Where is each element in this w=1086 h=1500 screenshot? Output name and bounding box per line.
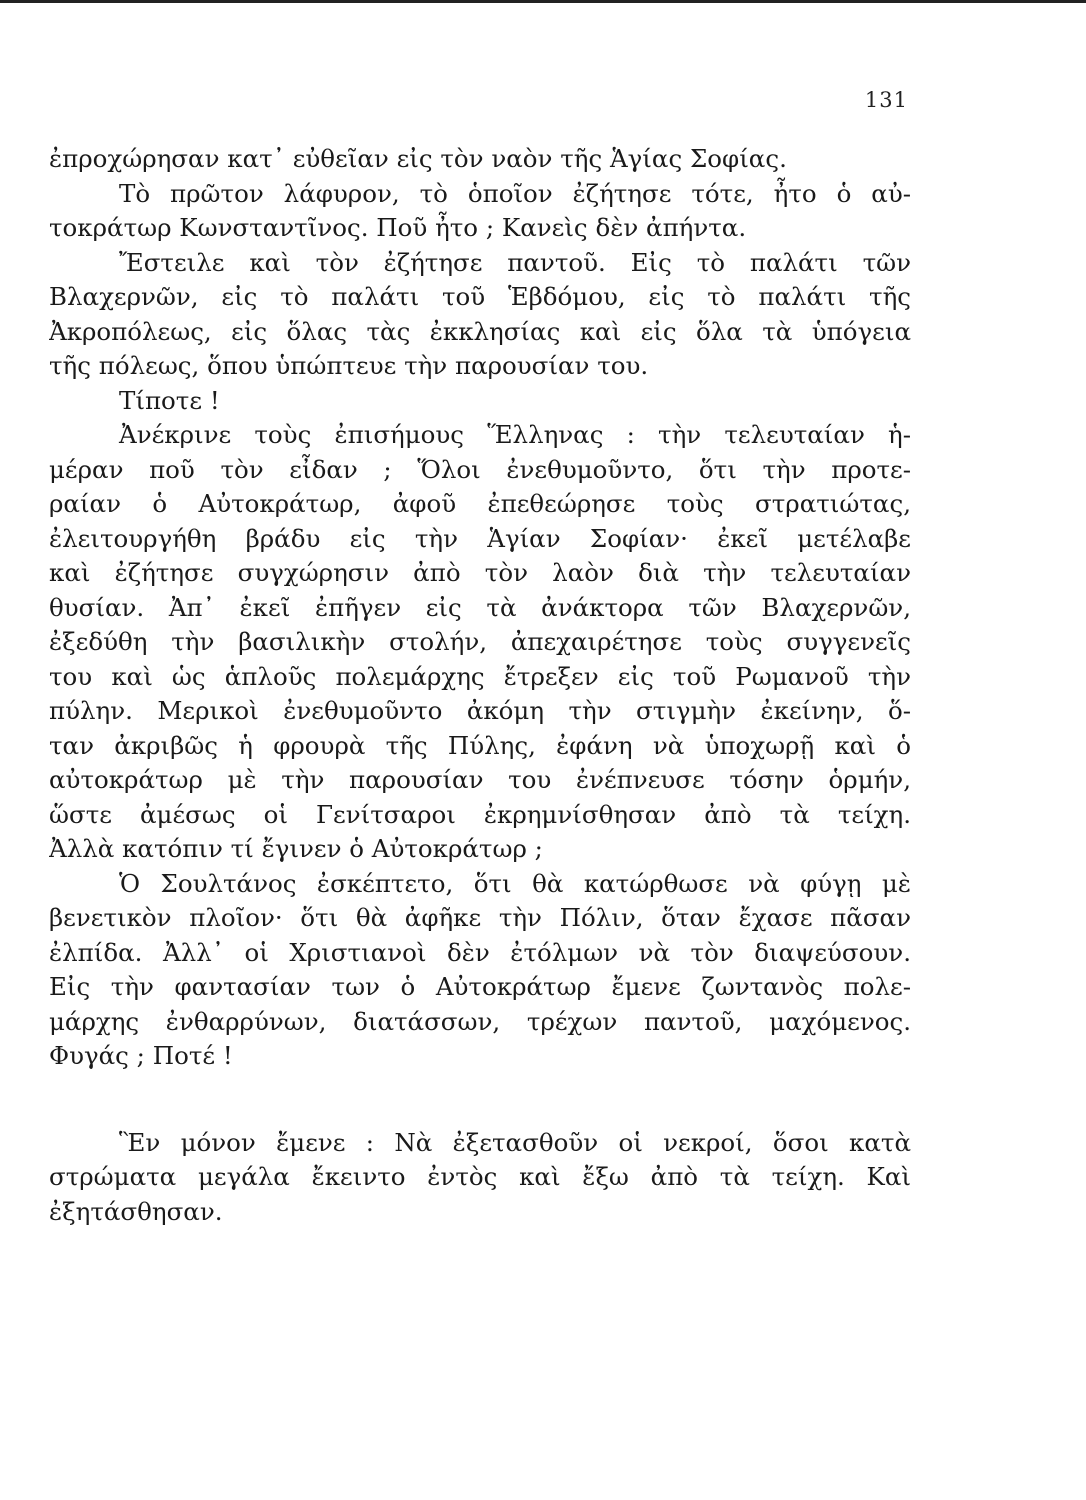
text-line: ταν ἀκριβῶς ἡ φρουρὰ τῆς Πύλης, ἐφάνη νὰ ὑποχωρῇ καὶ ὁ: [49, 730, 911, 760]
text-line: ὥστε ἀμέσως οἱ Γενίτσαροι ἐκρημνίσθησαν ἀπὸ τὰ τείχη.: [49, 799, 911, 829]
text-line: Φυγάς ; Ποτέ !: [49, 1041, 233, 1070]
text-line: βενετικὸν πλοῖον· ὅτι θὰ ἀφῆκε τὴν Πόλιν, ὅταν ἔχασε πᾶσαν: [49, 903, 911, 932]
text-line: ἐλειτουργήθη βράδυ εἰς τὴν Ἁγίαν Σοφίαν· ἐκεῖ μετέλαβε: [49, 523, 911, 553]
text-line: Εἰς τὴν φαντασίαν των ὁ Αὐτοκράτωρ ἔμενε ζωντανὸς πολε-: [49, 972, 911, 1001]
text-line: θυσίαν. Ἀπ᾽ ἐκεῖ ἐπῆγεν εἰς τὰ ἀνάκτορα τῶν Βλαχερνῶν,: [49, 592, 911, 622]
text-line: μάρχης ἐνθαρρύνων, διατάσσων, τρέχων παντοῦ, μαχόμενος.: [49, 1006, 911, 1036]
text-line: αὐτοκράτωρ μὲ τὴν παρουσίαν του ἐνέπνευσε τόσην ὁρμήν,: [49, 765, 911, 794]
body-text: [49, 142, 911, 1229]
text-line: καὶ ἐζήτησε συγχώρησιν ἀπὸ τὸν λαὸν διὰ τὴν τελευταίαν: [49, 558, 911, 587]
text-line: Ἀνέκρινε τοὺς ἐπισήμους Ἕλληνας : τὴν τελευταίαν ἡ-: [119, 420, 911, 449]
text-line: Ἀλλὰ κατόπιν τί ἔγινεν ὁ Αὐτοκράτωρ ;: [49, 834, 543, 863]
section-gap: [49, 1074, 911, 1126]
text-line: Τίποτε !: [119, 385, 220, 415]
text-line: ἐπροχώρησαν κατ᾽ εὐθεῖαν εἰς τὸν ναὸν τῆς Ἁγίας Σοφίας.: [49, 144, 787, 173]
text-line: Τὸ πρῶτον λάφυρον, τὸ ὁποῖον ἐζήτησε τότε, ἦτο ὁ αὐ-: [119, 178, 911, 208]
text-line: Ἀκροπόλεως, εἰς ὅλας τὰς ἐκκλησίας καὶ εἰς ὅλα τὰ ὑπόγεια: [49, 316, 911, 346]
text-line: Ἔστειλε καὶ τὸν ἐζήτησε παντοῦ. Εἰς τὸ παλάτι τῶν: [119, 247, 911, 277]
text-line: του καὶ ὡς ἁπλοῦς πολεμάρχης ἔτρεξεν εἰς τοῦ Ρωμανοῦ τὴν: [49, 661, 911, 691]
top-edge-rule: [0, 0, 1086, 3]
text-line: ἐξητάσθησαν.: [49, 1196, 223, 1226]
text-line: Βλαχερνῶν, εἰς τὸ παλάτι τοῦ Ἑβδόμου, εἰς τὸ παλάτι τῆς: [49, 282, 911, 311]
page-number: 131: [864, 88, 908, 112]
text-line: Ὁ Σουλτάνος ἐσκέπτετο, ὅτι θὰ κατώρθωσε νὰ φύγῃ μὲ: [119, 868, 911, 898]
text-line: τοκράτωρ Κωνσταντῖνος. Ποῦ ἦτο ; Κανεὶς δὲν ἀπήντα.: [49, 213, 747, 242]
text-line: Ἓν μόνον ἔμενε : Νὰ ἐξετασθοῦν οἱ νεκροί, ὅσοι κατὰ: [119, 1127, 911, 1157]
text-line: πύλην. Μερικοὶ ἐνεθυμοῦντο ἀκόμη τὴν στιγμὴν ἐκείνην, ὅ-: [49, 696, 911, 725]
text-line: ἐξεδύθη τὴν βασιλικὴν στολήν, ἀπεχαιρέτησε τοὺς συγγενεῖς: [49, 627, 911, 656]
text-line: στρώματα μεγάλα ἔκειντο ἐντὸς καὶ ἔξω ἀπὸ τὰ τείχη. Καὶ: [49, 1162, 911, 1191]
text-line: τῆς πόλεως, ὅπου ὑπώπτευε τὴν παρουσίαν του.: [49, 351, 649, 380]
text-line: μέραν ποῦ τὸν εἶδαν ; Ὅλοι ἐνεθυμοῦντο, ὅτι τὴν προτε-: [49, 454, 911, 484]
text-line: ραίαν ὁ Αὐτοκράτωρ, ἀφοῦ ἐπεθεώρησε τοὺς στρατιώτας,: [49, 489, 911, 518]
text-line: ἐλπίδα. Ἀλλ᾽ οἱ Χριστιανοὶ δὲν ἐτόλμων νὰ τὸν διαψεύσουν.: [49, 937, 911, 967]
